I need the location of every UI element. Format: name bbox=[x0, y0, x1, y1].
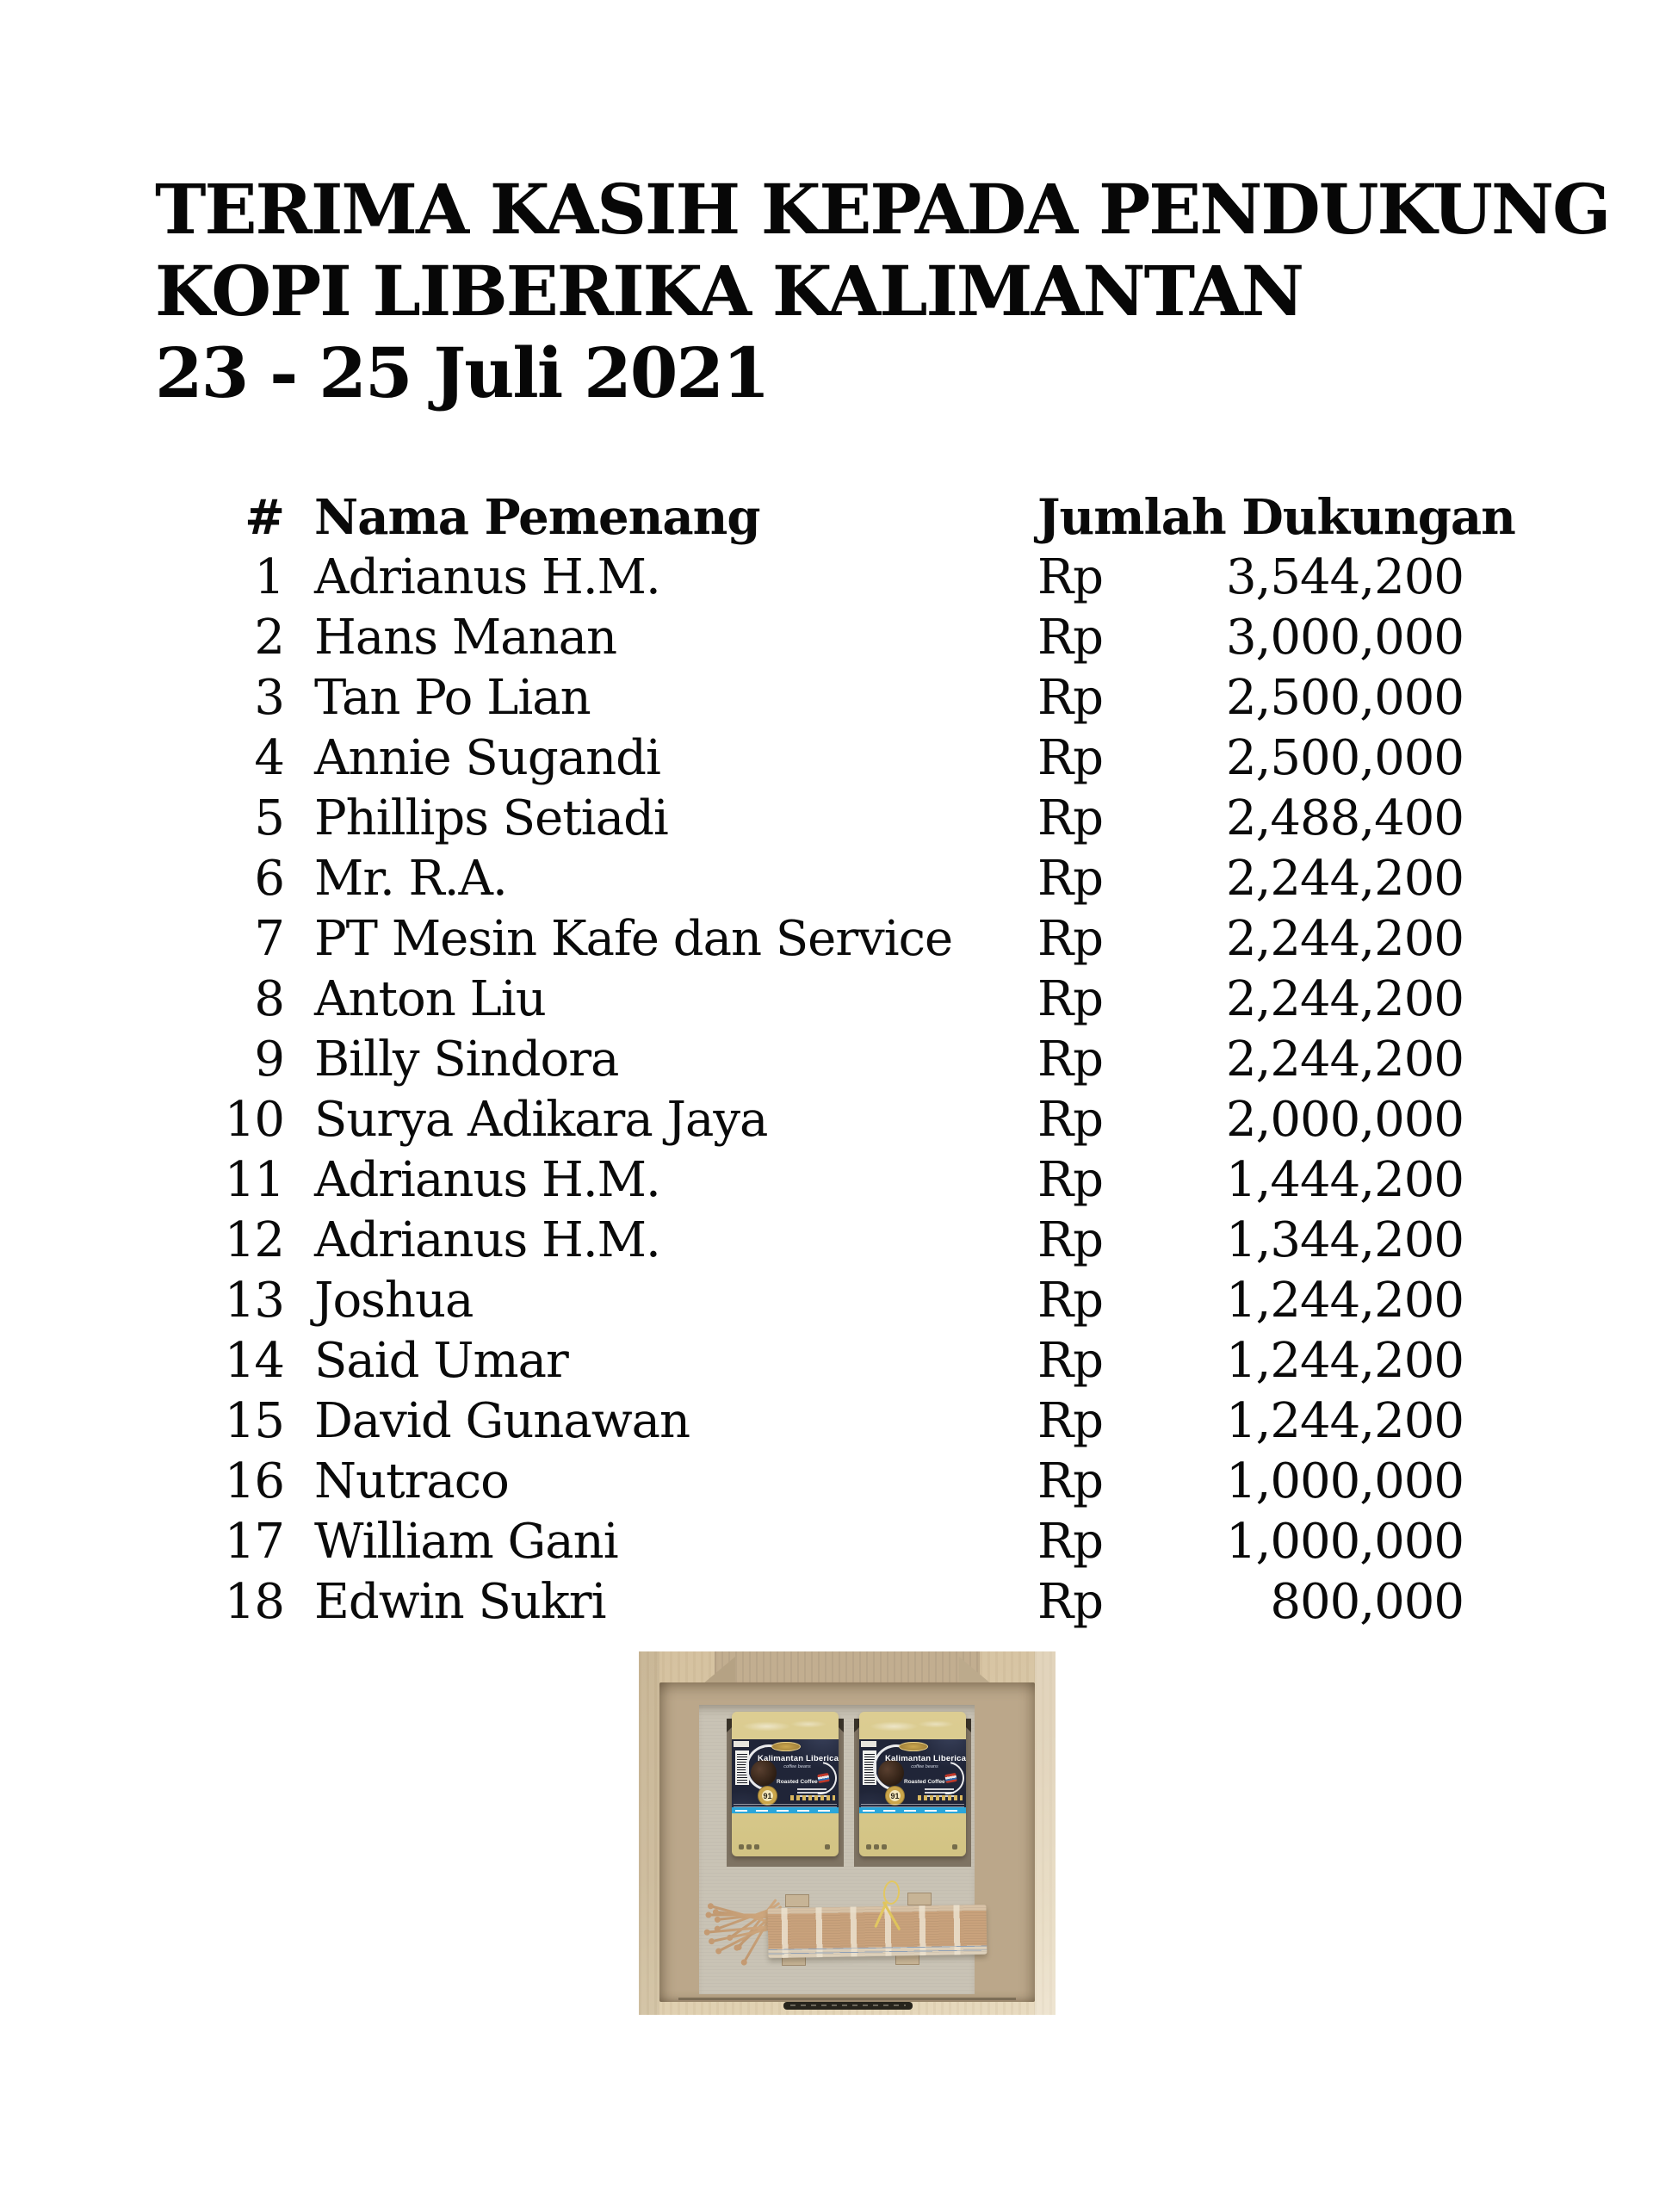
row-currency: Rp bbox=[1037, 1032, 1104, 1087]
label-sticker bbox=[734, 1741, 749, 1747]
row-rank: 16 bbox=[224, 1453, 284, 1509]
label-text-line bbox=[925, 1788, 954, 1790]
label-text-line bbox=[797, 1792, 826, 1794]
table-row bbox=[202, 548, 1464, 608]
row-rank: 11 bbox=[224, 1152, 284, 1208]
row-amount: 1,344,200 bbox=[1225, 1212, 1464, 1268]
row-rank: 18 bbox=[224, 1574, 284, 1630]
table-row bbox=[202, 728, 1464, 789]
gold-dots-decoration bbox=[918, 1795, 963, 1800]
row-rank: 7 bbox=[254, 911, 284, 967]
row-amount: 1,000,000 bbox=[1225, 1453, 1464, 1509]
table-body bbox=[202, 548, 1464, 1633]
table-row bbox=[202, 1211, 1464, 1271]
table-row bbox=[202, 1572, 1464, 1633]
table-row bbox=[202, 1030, 1464, 1090]
row-amount: 1,244,200 bbox=[1225, 1273, 1464, 1329]
row-amount: 2,500,000 bbox=[1225, 670, 1464, 726]
row-rank: 6 bbox=[254, 851, 284, 907]
blue-info-strip bbox=[732, 1807, 839, 1813]
title-line-1: TERIMA KASIH KEPADA PENDUKUNG bbox=[155, 169, 1610, 250]
row-amount: 1,000,000 bbox=[1225, 1514, 1464, 1570]
score-badge: 91 bbox=[885, 1786, 905, 1806]
row-rank: 12 bbox=[224, 1212, 284, 1268]
package-icon bbox=[754, 1844, 759, 1850]
row-amount: 2,000,000 bbox=[1225, 1092, 1464, 1148]
coffee-label bbox=[859, 1739, 966, 1813]
row-name: Adrianus H.M. bbox=[314, 1152, 660, 1208]
table-row bbox=[202, 789, 1464, 849]
bag-crinkle-highlight bbox=[739, 1715, 832, 1738]
header-amount: Jumlah Dukungan bbox=[1037, 489, 1515, 546]
table-row bbox=[202, 668, 1464, 728]
package-icon bbox=[882, 1844, 887, 1850]
row-name: Phillips Setiadi bbox=[314, 790, 668, 846]
table-row bbox=[202, 1512, 1464, 1572]
row-amount: 3,000,000 bbox=[1225, 610, 1464, 666]
row-currency: Rp bbox=[1037, 1152, 1104, 1208]
title-line-3: 23 - 25 Juli 2021 bbox=[155, 332, 769, 413]
package-icon bbox=[746, 1844, 752, 1850]
row-name: Tan Po Lian bbox=[314, 670, 591, 726]
row-rank: 15 bbox=[224, 1393, 284, 1449]
package-icon bbox=[874, 1844, 879, 1850]
row-name: Joshua bbox=[314, 1273, 474, 1329]
row-amount: 800,000 bbox=[1270, 1574, 1464, 1630]
row-currency: Rp bbox=[1037, 1333, 1104, 1389]
row-rank: 5 bbox=[254, 790, 284, 846]
row-amount: 2,244,200 bbox=[1225, 911, 1464, 967]
table-row bbox=[202, 970, 1464, 1030]
header-name: Nama Pemenang bbox=[314, 489, 760, 546]
row-amount: 1,444,200 bbox=[1225, 1152, 1464, 1208]
table-row bbox=[202, 1331, 1464, 1391]
row-name: Surya Adikara Jaya bbox=[314, 1092, 768, 1148]
table-row bbox=[202, 909, 1464, 970]
row-amount: 1,244,200 bbox=[1225, 1333, 1464, 1389]
coffee-label bbox=[732, 1739, 839, 1813]
label-text-line bbox=[925, 1792, 954, 1794]
row-name: PT Mesin Kafe dan Service bbox=[314, 911, 953, 967]
score-badge: 91 bbox=[758, 1786, 777, 1806]
row-rank: 8 bbox=[254, 971, 284, 1027]
row-currency: Rp bbox=[1037, 549, 1104, 605]
package-title: Kalimantan Liberica bbox=[885, 1754, 966, 1763]
table-row bbox=[202, 1150, 1464, 1211]
row-currency: Rp bbox=[1037, 1393, 1104, 1449]
row-name: Adrianus H.M. bbox=[314, 1212, 660, 1268]
row-rank: 2 bbox=[254, 610, 284, 666]
table-row bbox=[202, 1090, 1464, 1150]
row-name: Annie Sugandi bbox=[314, 730, 660, 786]
row-rank: 14 bbox=[224, 1333, 284, 1389]
table-row bbox=[202, 849, 1464, 909]
woven-ikat-band bbox=[768, 1905, 987, 1958]
row-name: Billy Sindora bbox=[314, 1032, 619, 1087]
box-handle-slot bbox=[783, 2002, 913, 2010]
package-subtitle: coffee beans bbox=[783, 1764, 811, 1769]
row-name: William Gani bbox=[314, 1514, 618, 1570]
package-title: Kalimantan Liberica bbox=[758, 1754, 839, 1763]
row-amount: 2,244,200 bbox=[1225, 971, 1464, 1027]
package-icon bbox=[866, 1844, 871, 1850]
row-rank: 17 bbox=[224, 1514, 284, 1570]
row-currency: Rp bbox=[1037, 670, 1104, 726]
table-header-row bbox=[202, 487, 1515, 548]
coffee-bag-right bbox=[859, 1712, 966, 1856]
row-name: David Gunawan bbox=[314, 1393, 690, 1449]
row-currency: Rp bbox=[1037, 1212, 1104, 1268]
label-text-line bbox=[797, 1788, 826, 1790]
brand-emblem-icon bbox=[899, 1742, 928, 1751]
row-name: Anton Liu bbox=[314, 971, 546, 1027]
gold-dots-decoration bbox=[790, 1795, 835, 1800]
package-type: Roasted Coffee bbox=[777, 1779, 818, 1785]
row-currency: Rp bbox=[1037, 790, 1104, 846]
row-rank: 4 bbox=[254, 730, 284, 786]
row-amount: 1,244,200 bbox=[1225, 1393, 1464, 1449]
row-currency: Rp bbox=[1037, 1273, 1104, 1329]
row-amount: 2,244,200 bbox=[1225, 851, 1464, 907]
row-currency: Rp bbox=[1037, 911, 1104, 967]
coffee-bag-left bbox=[732, 1712, 839, 1856]
row-currency: Rp bbox=[1037, 730, 1104, 786]
row-currency: Rp bbox=[1037, 971, 1104, 1027]
row-rank: 1 bbox=[254, 549, 284, 605]
row-currency: Rp bbox=[1037, 610, 1104, 666]
row-name: Hans Manan bbox=[314, 610, 617, 666]
header-rank: # bbox=[245, 489, 284, 546]
row-currency: Rp bbox=[1037, 851, 1104, 907]
row-name: Mr. R.A. bbox=[314, 851, 507, 907]
page-title bbox=[155, 169, 1610, 414]
brand-emblem-icon bbox=[771, 1742, 801, 1751]
row-currency: Rp bbox=[1037, 1514, 1104, 1570]
box-front-edge bbox=[678, 1998, 1016, 2000]
row-currency: Rp bbox=[1037, 1092, 1104, 1148]
row-currency: Rp bbox=[1037, 1453, 1104, 1509]
row-name: Adrianus H.M. bbox=[314, 549, 660, 605]
table-row bbox=[202, 1452, 1464, 1512]
row-amount: 3,544,200 bbox=[1225, 549, 1464, 605]
row-rank: 13 bbox=[224, 1273, 284, 1329]
package-icon bbox=[825, 1844, 830, 1850]
row-currency: Rp bbox=[1037, 1574, 1104, 1630]
row-name: Said Umar bbox=[314, 1333, 568, 1389]
table-row bbox=[202, 608, 1464, 668]
title-line-2: KOPI LIBERIKA KALIMANTAN bbox=[155, 251, 1303, 331]
table-row bbox=[202, 1271, 1464, 1331]
cardboard-tab bbox=[907, 1893, 932, 1905]
row-amount: 2,488,400 bbox=[1225, 790, 1464, 846]
gift-box-photo bbox=[639, 1651, 1056, 2015]
package-subtitle: coffee beans bbox=[911, 1764, 938, 1769]
cardboard-tab bbox=[785, 1894, 809, 1907]
row-amount: 2,244,200 bbox=[1225, 1032, 1464, 1087]
package-icon bbox=[739, 1844, 744, 1850]
row-name: Nutraco bbox=[314, 1453, 509, 1509]
row-rank: 9 bbox=[254, 1032, 284, 1087]
row-rank: 3 bbox=[254, 670, 284, 726]
supporters-table bbox=[202, 487, 1515, 1633]
blue-info-strip bbox=[859, 1807, 966, 1813]
row-name: Edwin Sukri bbox=[314, 1574, 606, 1630]
row-rank: 10 bbox=[224, 1092, 284, 1148]
package-type: Roasted Coffee bbox=[904, 1779, 945, 1785]
bag-crinkle-highlight bbox=[866, 1715, 959, 1738]
label-sticker bbox=[861, 1741, 876, 1747]
table-row bbox=[202, 1391, 1464, 1452]
package-icon bbox=[952, 1844, 957, 1850]
row-amount: 2,500,000 bbox=[1225, 730, 1464, 786]
